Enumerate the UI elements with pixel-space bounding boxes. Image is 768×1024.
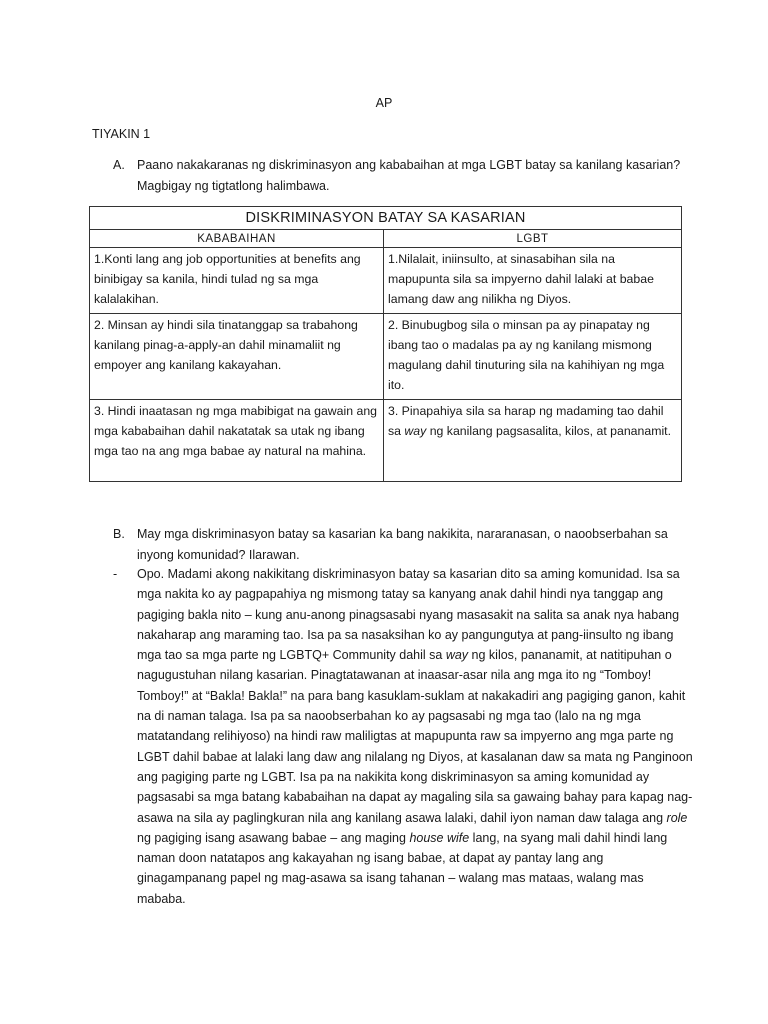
table-cell-kababaihan: 1.Konti lang ang job opportunities at benefits ang binibigay sa kanila, hindi tulad ng sa mga kalalakihan. <box>90 248 384 314</box>
table-title: DISKRIMINASYON BATAY SA KASARIAN <box>90 207 682 230</box>
answer-emphasis: role <box>666 810 688 825</box>
question-a-marker: A. <box>113 158 125 172</box>
answer-emphasis: house wife <box>409 830 470 845</box>
question-a <box>113 155 693 197</box>
answer-part: ng pagiging isang asawang babae – ang maging <box>137 830 410 845</box>
answer-marker: - <box>113 567 118 581</box>
answer-text <box>137 564 693 909</box>
answer-block <box>113 564 693 909</box>
answer-emphasis: way <box>445 648 469 663</box>
answer-part: lang, na syang mali dahil hindi lang naman doon natatapos ang kakayahan ng isang babae, at dapat ay pantay lang ang ginagampanang papel ng mag-asawa sa isang tahanan – walang mas mataas, walang mas mababa. <box>137 830 668 906</box>
table-row <box>90 400 682 482</box>
cell-text: 3. Pinapahiya sila sa harap ng madaming tao dahil sa <box>388 404 664 438</box>
table-cell-lgbt: 1.Nilalait, iniinsulto, at sinasabihan sila na mapupunta sila sa impyerno dahil lalaki at babae lamang daw ang nilikha ng Diyos. <box>384 248 682 314</box>
table-cell-lgbt <box>384 400 682 482</box>
answer-part: Opo. Madami akong nakikitang diskriminasyon batay sa kasarian dito sa aming komunidad. Isa sa mga nakita ko ay pagpapahiya ng mismong tatay sa kanyang anak dahil hindi nya tanggap ang pagiging bakla nito – kung anu-anong pinagsasabi nyang masasakit na salita sa anak nya habang nakaharap ang maraming tao. Isa pa sa nasaksihan ko ay pangungutya at pang-iinsulto ng ibang mga tao sa mga parte ng LGBTQ+ Community dahil sa <box>137 567 680 663</box>
table-cell-lgbt: 2. Binubugbog sila o minsan pa ay pinapatay ng ibang tao o madalas pa ay ng kanilang mismong magulang dahil tinuturing sila na kahihiyan ng mga ito. <box>384 314 682 400</box>
table-row <box>90 248 682 314</box>
answer-part: ng kilos, pananamit, at natitipuhan o nagugustuhan nilang kasarian. Pinagtatawanan at inaasar-asar nila ang mga ito ng “Tomboy! Tomboy!” at “Bakla! Bakla!” na para bang kasuklam-suklam at nakakadiri ang pagiging ganon, kahit na di naman talaga. Isa pa sa naoobserbahan ko ay pagsasabi ng mga tao (lalo na ng mga matatandang relihiyoso) na hindi raw maliligtas at mapupunta raw sa impyerno ang mga parte ng LGBT dahil babae at lalaki lang daw ang nilalang ng Diyos, at kasalanan daw sa mata ng Panginoon ang pagiging parte ng LGBT. Isa pa na nakikita kong diskriminasyon sa aming komunidad ay pagsasabi sa mga batang kababaihan na dapat ay magaling sila sa gawaing bahay para kapag nag-asawa na sila ay paglingkuran nila ang kanilang asawa lalaki, dahil iyon naman daw talaga ang <box>137 648 693 825</box>
question-b <box>113 524 693 566</box>
table-row <box>90 314 682 400</box>
cell-text-emphasis: way <box>404 424 427 438</box>
column-header-lgbt: LGBT <box>384 230 682 248</box>
discrimination-table <box>89 206 682 482</box>
question-a-text: Paano nakakaranas ng diskriminasyon ang kababaihan at mga LGBT batay sa kanilang kasarian? Magbigay ng tigtatlong halimbawa. <box>137 158 681 193</box>
section-label: TIYAKIN 1 <box>92 127 151 141</box>
question-b-marker: B. <box>113 527 125 541</box>
table-cell-kababaihan: 3. Hindi inaatasan ng mga mabibigat na gawain ang mga kababaihan dahil nakatatak sa utak ng ibang mga tao na ang mga babae ay natural na mahina. <box>90 400 384 482</box>
document-title: AP <box>375 96 393 110</box>
table-cell-kababaihan: 2. Minsan ay hindi sila tinatanggap sa trabahong kanilang pinag-a-apply-an dahil minamaliit ng empoyer ang kanilang kakayahan. <box>90 314 384 400</box>
column-header-kababaihan: KABABAIHAN <box>90 230 384 248</box>
question-b-text: May mga diskriminasyon batay sa kasarian ka bang nakikita, nararanasan, o naoobserbahan sa inyong komunidad? Ilarawan. <box>137 527 668 562</box>
cell-text: ng kanilang pagsasalita, kilos, at pananamit. <box>426 424 672 438</box>
